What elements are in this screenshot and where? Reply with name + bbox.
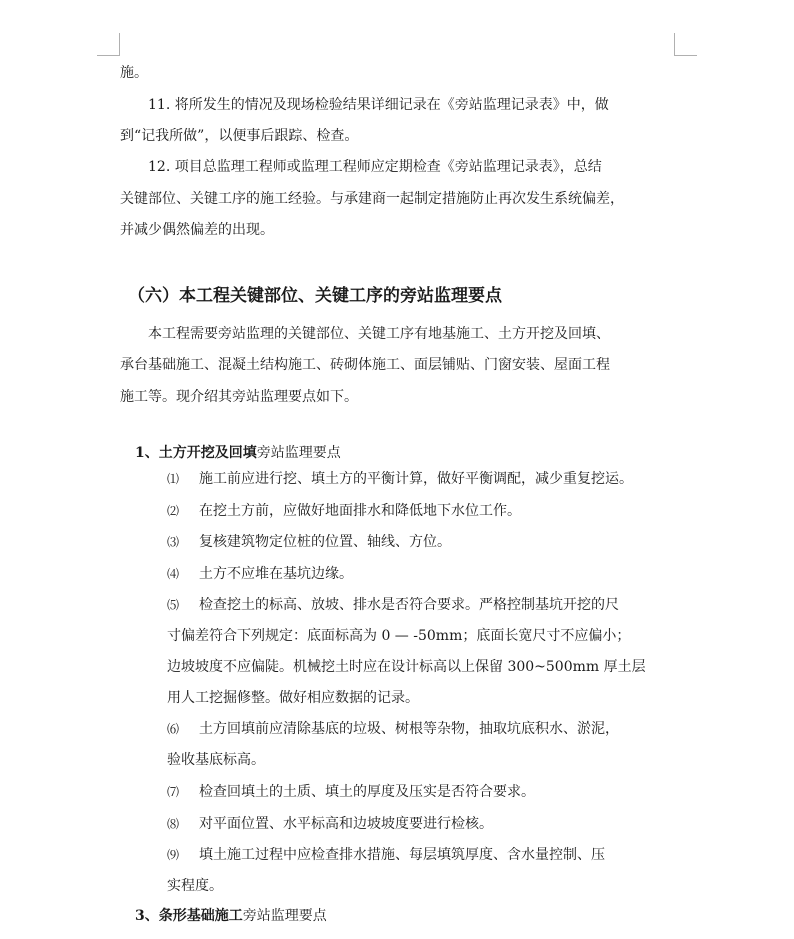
text-line: 11. 将所发生的情况及现场检验结果详细记录在《旁站监理记录表》中，做 bbox=[148, 97, 609, 113]
list-item bbox=[167, 564, 353, 584]
item-number: ⑹ bbox=[167, 722, 180, 736]
crop-mark-top-left bbox=[97, 33, 120, 56]
text-line: 并减少偶然偏差的出现。 bbox=[120, 222, 274, 238]
text-line: 施。 bbox=[120, 65, 148, 81]
list-item bbox=[167, 532, 451, 552]
item-text: 土方不应堆在基坑边缘。 bbox=[199, 566, 353, 582]
text-line: 关键部位、关键工序的施工经验。与承建商一起制定措施防止再次发生系统偏差， bbox=[120, 191, 624, 207]
item-continuation: 用人工挖掘修整。做好相应数据的记录。 bbox=[167, 690, 419, 706]
item-text: 施工前应进行挖、填土方的平衡计算，做好平衡调配，减少重复挖运。 bbox=[199, 471, 633, 487]
item-number: ⑶ bbox=[167, 535, 180, 549]
intro-line: 承台基础施工、混凝土结构施工、砖砌体施工、面层铺贴、门窗安装、屋面工程 bbox=[120, 357, 610, 373]
list-item bbox=[167, 501, 521, 521]
section-heading: （六）本工程关键部位、关键工序的旁站监理要点 bbox=[128, 286, 502, 306]
item-number: ⑴ bbox=[167, 472, 180, 486]
intro-line: 本工程需要旁站监理的关键部位、关键工序有地基施工、土方开挖及回填、 bbox=[148, 326, 610, 342]
item-number: ⑸ bbox=[167, 598, 180, 612]
list-item bbox=[167, 814, 493, 834]
item-text: 检查挖土的标高、放坡、排水是否符合要求。严格控制基坑开挖的尺 bbox=[199, 597, 619, 613]
item-number: ⑺ bbox=[167, 785, 180, 799]
subheading-bold: 1、土方开挖及回填 bbox=[135, 445, 257, 461]
list-item bbox=[167, 845, 605, 865]
text-line: 12. 项目总监理工程师或监理工程师应定期检查《旁站监理记录表》，总结 bbox=[148, 159, 602, 175]
item-text: 土方回填前应清除基底的垃圾、树根等杂物，抽取坑底积水、淤泥， bbox=[199, 721, 619, 737]
item-continuation: 边坡坡度不应偏陡。机械挖土时应在设计标高以上保留 300~500mm 厚土层 bbox=[167, 659, 646, 675]
item-continuation: 实程度。 bbox=[167, 878, 223, 894]
item-continuation: 寸偏差符合下列规定：底面标高为 0 — -50mm；底面长宽尺寸不应偏小； bbox=[167, 628, 631, 644]
subheading-rest: 旁站监理要点 bbox=[242, 908, 327, 924]
subheading-rest: 旁站监理要点 bbox=[256, 445, 341, 461]
list-item bbox=[167, 782, 535, 802]
subheading-strip-foundation bbox=[135, 906, 327, 926]
item-text: 检查回填土的土质、填土的厚度及压实是否符合要求。 bbox=[199, 784, 535, 800]
item-number: ⑼ bbox=[167, 848, 180, 862]
subheading-earthwork bbox=[135, 443, 341, 463]
crop-mark-top-right bbox=[674, 33, 697, 56]
text-line: 到“记我所做”，以便事后跟踪、检查。 bbox=[120, 128, 359, 144]
item-text: 填土施工过程中应检查排水措施、每层填筑厚度、含水量控制、压 bbox=[199, 847, 605, 863]
item-text: 复核建筑物定位桩的位置、轴线、方位。 bbox=[199, 534, 451, 550]
item-number: ⑻ bbox=[167, 817, 180, 831]
subheading-bold: 3、条形基础施工 bbox=[135, 908, 243, 924]
list-item bbox=[167, 595, 619, 615]
item-number: ⑵ bbox=[167, 504, 180, 518]
list-item bbox=[167, 719, 619, 739]
item-text: 在挖土方前，应做好地面排水和降低地下水位工作。 bbox=[199, 503, 521, 519]
item-continuation: 验收基底标高。 bbox=[167, 752, 265, 768]
intro-line: 施工等。现介绍其旁站监理要点如下。 bbox=[120, 389, 358, 405]
item-text: 对平面位置、水平标高和边坡坡度要进行检核。 bbox=[199, 816, 493, 832]
item-number: ⑷ bbox=[167, 567, 180, 581]
list-item bbox=[167, 469, 633, 489]
